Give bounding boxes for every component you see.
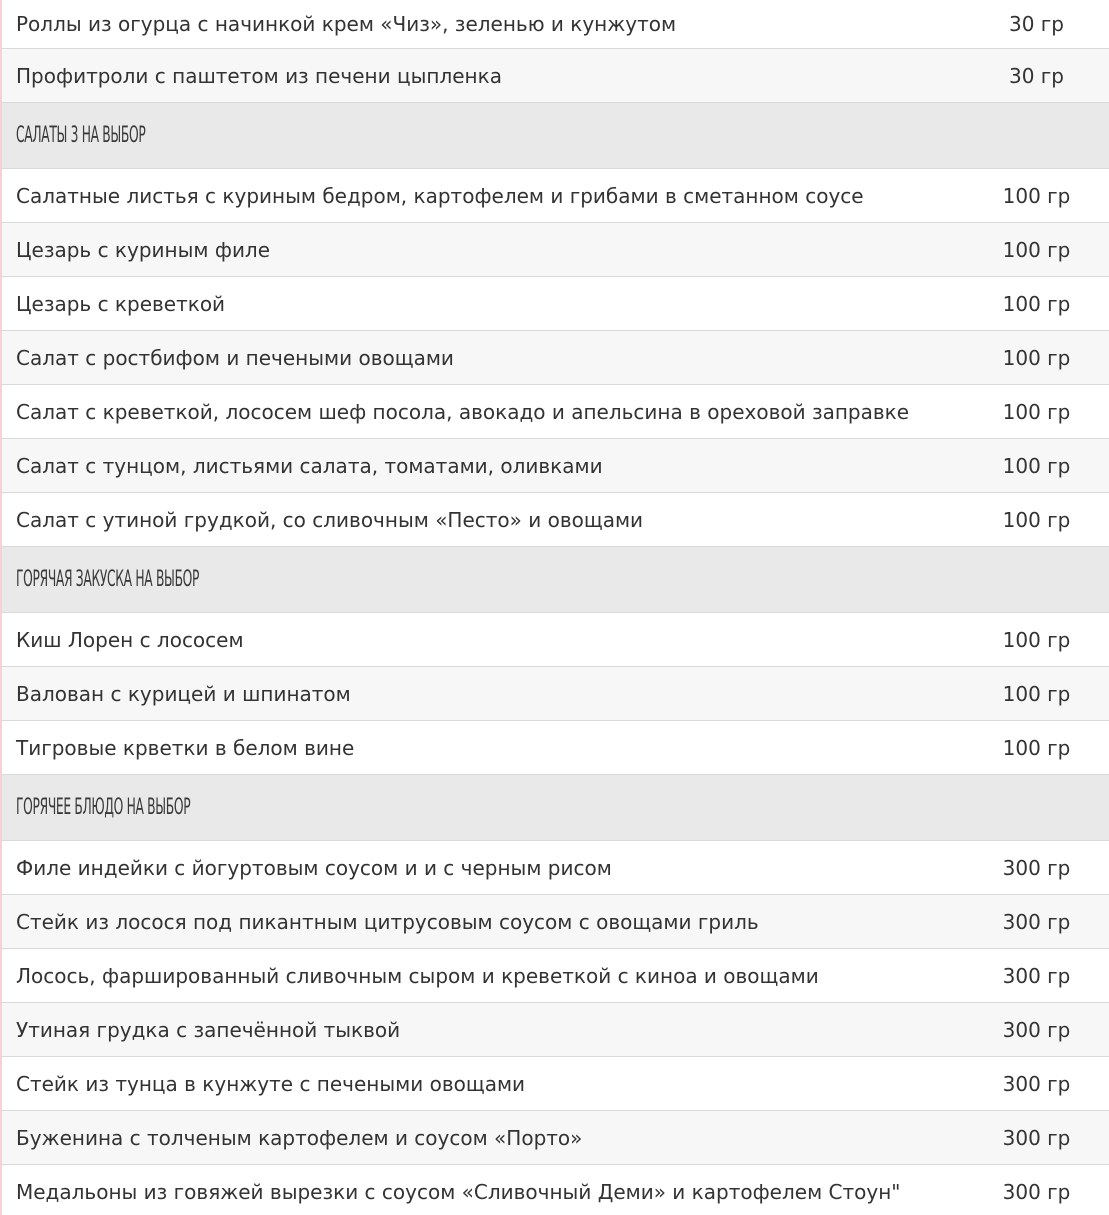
menu-row [2,1003,1109,1057]
dish-name: Стейк из лосося под пикантным цитрусовым соусом с овощами гриль [16,909,759,934]
menu-row [2,169,1109,223]
dish-name: Киш Лорен с лососем [16,627,244,652]
menu-row [2,277,1109,331]
dish-name: Салатные листья с куриным бедром, картофелем и грибами в сметанном соусе [16,183,864,208]
dish-weight: 300 гр [1002,1125,1071,1150]
dish-weight: 30 гр [1008,12,1064,36]
dish-weight: 100 гр [1002,399,1071,424]
dish-name: Тигровые крветки в белом вине [16,735,355,760]
menu-row [2,0,1109,49]
dish-weight: 100 гр [1002,453,1071,478]
dish-weight: 100 гр [1002,681,1071,706]
menu-row [2,439,1109,493]
dish-weight: 300 гр [1002,909,1071,934]
dish-name: Стейк из тунца в кунжуте с печеными овощами [16,1071,526,1096]
dish-name: Медальоны из говяжей вырезки с соусом «Сливочный Деми» и картофелем Стоун" [16,1179,901,1204]
dish-name: Утиная грудка с запечённой тыквой [16,1017,401,1042]
section-heading-label: САЛАТЫ 3 НА ВЫБОР [16,123,146,148]
section-heading-label: ГОРЯЧАЯ ЗАКУСКА НА ВЫБОР [16,567,200,592]
dish-weight: 300 гр [1002,1017,1071,1042]
dish-name: Филе индейки с йогуртовым соусом и и с черным рисом [16,855,612,880]
menu-row [2,1057,1109,1111]
dish-weight: 100 гр [1002,183,1071,208]
menu-row [2,895,1109,949]
dish-name: Салат с утиной грудкой, со сливочным «Песто» и овощами [16,507,644,532]
section-heading-label: ГОРЯЧЕЕ БЛЮДО НА ВЫБОР [16,795,191,820]
menu-row [2,1111,1109,1165]
menu-row [2,613,1109,667]
dish-name: Роллы из огурца с начинкой крем «Чиз», зеленью и кунжутом [16,12,677,36]
dish-name: Валован с курицей и шпинатом [16,681,351,706]
section-heading-hot-appetizer [2,547,1109,613]
dish-name: Салат с ростбифом и печеными овощами [16,345,454,370]
menu-row [2,493,1109,547]
menu-row [2,841,1109,895]
dish-weight: 100 гр [1002,345,1071,370]
menu-row [2,721,1109,775]
dish-weight: 300 гр [1002,1179,1071,1204]
dish-name: Салат с креветкой, лососем шеф посола, авокадо и апельсина в ореховой заправке [16,399,910,424]
section-heading-hot-dish [2,775,1109,841]
menu-row [2,385,1109,439]
menu-row [2,49,1109,103]
menu-row [2,223,1109,277]
dish-weight: 100 гр [1002,291,1071,316]
dish-name: Цезарь с креветкой [16,291,226,316]
dish-name: Лосось, фаршированный сливочным сыром и креветкой с киноа и овощами [16,963,819,988]
menu-row [2,1165,1109,1215]
section-heading-salads [2,103,1109,169]
menu-row [2,667,1109,721]
menu-row [2,331,1109,385]
dish-weight: 300 гр [1002,963,1071,988]
dish-name: Салат с тунцом, листьями салата, томатами, оливками [16,453,603,478]
dish-name: Буженина с толченым картофелем и соусом «Порто» [16,1125,583,1150]
dish-weight: 30 гр [1008,63,1064,88]
dish-weight: 100 гр [1002,735,1071,760]
dish-name: Цезарь с куриным филе [16,237,271,262]
dish-weight: 300 гр [1002,855,1071,880]
dish-name: Профитроли с паштетом из печени цыпленка [16,63,502,88]
dish-weight: 100 гр [1002,237,1071,262]
dish-weight: 100 гр [1002,627,1071,652]
dish-weight: 100 гр [1002,507,1071,532]
menu-row [2,949,1109,1003]
dish-weight: 300 гр [1002,1071,1071,1096]
